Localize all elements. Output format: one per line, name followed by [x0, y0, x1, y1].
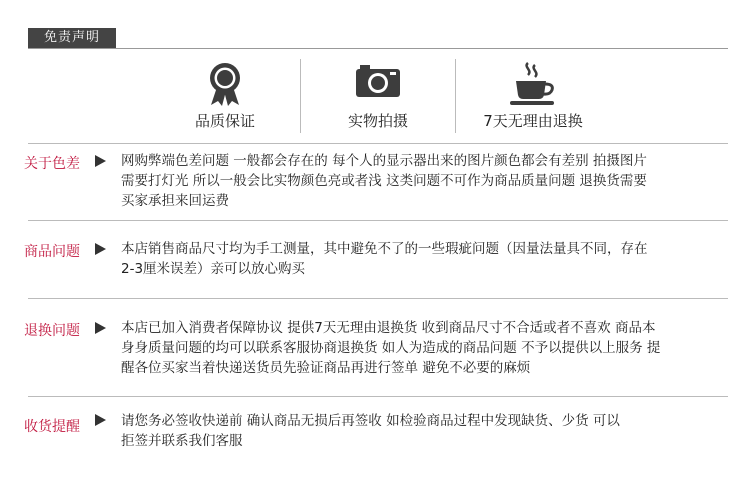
text-line: 醒各位买家当着快递送货员先验证商品再进行签单 避免不必要的麻烦 [121, 360, 531, 376]
section-text-receipt-reminder [121, 411, 736, 451]
arrow-right-icon [95, 414, 106, 426]
text-line: 2-3厘米误差）亲可以放心购买 [121, 261, 306, 277]
badge-quality-label: 品质保证 [194, 112, 255, 130]
section-label-color-difference: 关于色差 [24, 156, 80, 172]
arrow-right-icon [95, 155, 106, 167]
badge-return [458, 57, 608, 135]
title-divider [28, 48, 728, 49]
section-label-product-issues: 商品问题 [24, 244, 80, 260]
badge-photo-label: 实物拍摄 [347, 112, 408, 130]
badge-quality [150, 57, 300, 135]
award-ribbon-icon [205, 61, 245, 111]
text-line: 买家承担来回运费 [121, 193, 229, 209]
section-text-color-difference [121, 151, 736, 211]
section-text-product-issues [121, 239, 736, 279]
text-line: 网购弊端色差问题 一般都会存在的 每个人的显示器出来的图片颜色都会有差别 拍摄图片 [121, 153, 647, 169]
coffee-cup-icon [506, 61, 560, 111]
badge-divider [300, 59, 301, 133]
badge-photo [303, 57, 453, 135]
section-label-returns: 退换问题 [24, 323, 80, 339]
camera-icon [354, 61, 402, 105]
text-line: 身身质量问题的均可以联系客服协商退换货 如人为造成的商品问题 不予以提供以上服务 提 [121, 340, 661, 356]
badge-return-label: 7天无理由退换 [483, 112, 583, 130]
guarantee-badges [150, 57, 610, 135]
arrow-right-icon [95, 322, 106, 334]
section-label-receipt-reminder: 收货提醒 [24, 419, 80, 435]
section-text-returns [121, 318, 736, 378]
text-line: 请您务必签收快递前 确认商品无损后再签收 如检验商品过程中发现缺货、少货 可以 [121, 413, 620, 429]
text-line: 需要打灯光 所以一般会比实物颜色亮或者浅 这类问题不可作为商品质量问题 退换货需要 [121, 173, 647, 189]
section-divider [28, 220, 728, 221]
disclaimer-title: 免责声明 [28, 28, 116, 48]
text-line: 拒签并联系我们客服 [121, 433, 243, 449]
section-divider [28, 143, 728, 144]
text-line: 本店已加入消费者保障协议 提供7天无理由退换货 收到商品尺寸不合适或者不喜欢 商品本 [121, 320, 656, 336]
section-divider [28, 298, 728, 299]
arrow-right-icon [95, 243, 106, 255]
badge-divider [455, 59, 456, 133]
section-divider [28, 396, 728, 397]
text-line: 本店销售商品尺寸均为手工测量，其中避免不了的一些瑕疵问题（因量法量具不同，存在 [121, 241, 648, 257]
